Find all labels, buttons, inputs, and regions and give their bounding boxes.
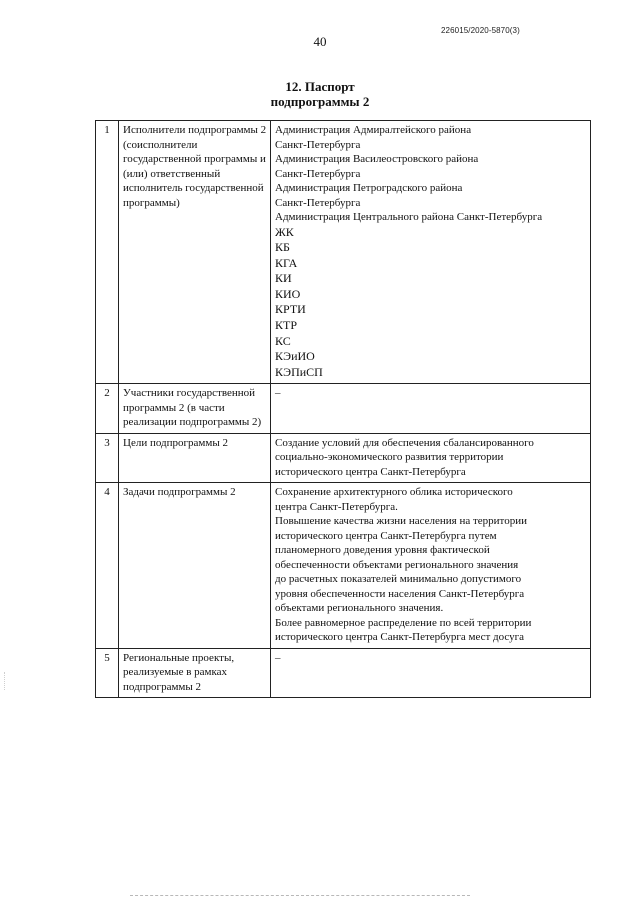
ministry-abbreviation: КГА <box>275 255 298 270</box>
row-number: 2 <box>96 384 119 434</box>
ministry-abbreviation: КИО <box>275 286 301 301</box>
ministry-abbreviation: КРТИ <box>275 302 306 317</box>
executor-line: Санкт-Петербурга <box>275 167 361 180</box>
ministry-abbreviation: КТР <box>275 318 298 333</box>
row-number: 1 <box>96 121 119 384</box>
executor-line: Санкт-Петербурга <box>275 196 361 209</box>
executor-line: Администрация Центрального района Санкт-Петербурга <box>275 211 543 223</box>
title-line-2: подпрограммы 2 <box>270 94 370 109</box>
row-label: Цели подпрограммы 2 <box>119 433 271 483</box>
table-row <box>96 483 591 649</box>
scan-footer-artifact <box>130 895 470 896</box>
row-value-regional-projects: – <box>271 648 591 698</box>
ministry-abbreviation: КИ <box>275 271 292 286</box>
ministry-abbreviation: ЖК <box>275 224 294 239</box>
goal-line: Создание условий для обеспечения сбалансированного <box>275 436 534 449</box>
task-line: Более равномерное распределение по всей территории <box>275 616 532 629</box>
ministry-abbreviation: КЭПиСП <box>275 364 323 379</box>
task-line: Сохранение архитектурного облика исторического <box>275 486 513 499</box>
row-label: Задачи подпрограммы 2 <box>119 483 271 649</box>
task-line: обеспеченности объектами регионального значения <box>275 558 519 571</box>
row-number: 5 <box>96 648 119 698</box>
goal-line: исторического центра Санкт-Петербурга <box>275 465 466 478</box>
row-value-participants: – <box>271 384 591 434</box>
task-line: центра Санкт-Петербурга. <box>275 500 398 513</box>
executor-line: Санкт-Петербурга <box>275 138 361 151</box>
document-registration-number: 226015/2020-5870(3) <box>441 26 520 35</box>
row-label: Участники государственной программы 2 (в части реализации подпрограммы 2) <box>119 384 271 434</box>
goal-line: социально-экономического развития территории <box>275 451 504 464</box>
table-row <box>96 648 591 698</box>
table-row <box>96 433 591 483</box>
subprogram-passport-table <box>95 120 591 698</box>
scan-margin-mark <box>4 672 7 690</box>
ministry-abbreviation: КБ <box>275 240 290 255</box>
row-value-goals <box>271 433 591 483</box>
row-value-executors <box>271 121 591 384</box>
task-line: до расчетных показателей минимально допустимого <box>275 573 522 586</box>
table-row <box>96 121 591 384</box>
task-line: объектами регионального значения. <box>275 602 444 615</box>
task-line: Повышение качества жизни населения на территории <box>275 515 527 528</box>
task-line: исторического центра Санкт-Петербурга путем <box>275 529 497 542</box>
executor-line: Администрация Василеостровского района <box>275 153 479 165</box>
title-line-1: 12. Паспорт <box>285 79 355 94</box>
page-title <box>0 79 640 109</box>
row-label: Региональные проекты, реализуемые в рамках подпрограммы 2 <box>119 648 271 698</box>
executor-line: Администрация Адмиралтейского района <box>275 124 472 136</box>
table-row <box>96 384 591 434</box>
task-line: исторического центра Санкт-Петербурга мест досуга <box>275 631 525 644</box>
ministry-abbreviation: КЭиИО <box>275 349 315 364</box>
row-number: 4 <box>96 483 119 649</box>
page-number: 40 <box>313 34 327 49</box>
ministry-abbreviation: КС <box>275 333 291 348</box>
task-line: уровня обеспеченности населения Санкт-Петербурга <box>275 587 525 600</box>
row-label: Исполнители подпрограммы 2 (соисполнители государственной программы и (или) ответственный исполнитель государственной программы) <box>119 121 271 384</box>
executor-line: Администрация Петроградского района <box>275 182 463 194</box>
task-line: планомерного доведения уровня фактической <box>275 544 490 557</box>
row-value-tasks <box>271 483 591 649</box>
row-number: 3 <box>96 433 119 483</box>
